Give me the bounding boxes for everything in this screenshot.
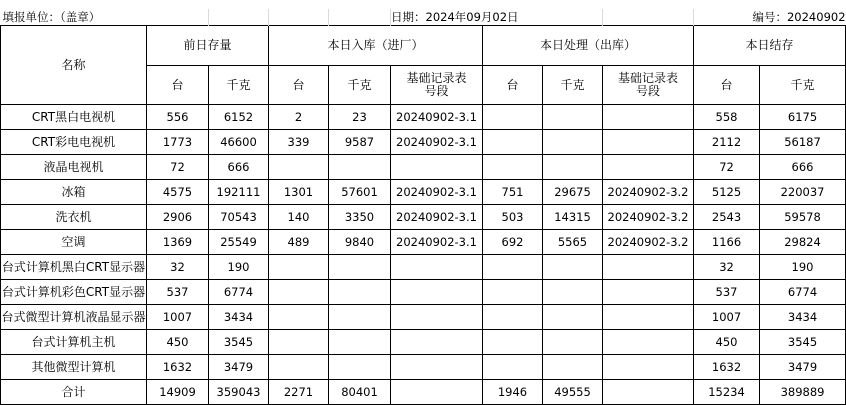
empty-cell[interactable] bbox=[603, 9, 694, 26]
meta-row bbox=[1, 9, 846, 26]
reporting-unit-label[interactable]: 填报单位：（盖章） bbox=[2, 9, 101, 24]
cell-in-record[interactable] bbox=[391, 355, 483, 380]
cell-in-count[interactable] bbox=[269, 280, 329, 305]
table-row bbox=[1, 280, 846, 305]
cell-prev-kg[interactable]: 190 bbox=[209, 255, 269, 280]
cell-in-record[interactable] bbox=[391, 280, 483, 305]
cell-out-record[interactable] bbox=[603, 305, 694, 330]
cell-prev-count[interactable]: 537 bbox=[147, 280, 209, 305]
cell-name[interactable]: 液晶电视机 bbox=[1, 155, 147, 180]
cell-in-record[interactable]: 20240902-3.1 bbox=[391, 105, 483, 130]
cell-out-record[interactable] bbox=[603, 255, 694, 280]
cell-out-count[interactable] bbox=[483, 130, 543, 155]
cell-prev-kg[interactable]: 46600 bbox=[209, 130, 269, 155]
cell-out-kg[interactable] bbox=[543, 355, 603, 380]
cell-out-kg[interactable] bbox=[543, 280, 603, 305]
cell-out-kg[interactable]: 14315 bbox=[543, 205, 603, 230]
cell-in-kg[interactable] bbox=[329, 255, 391, 280]
cell-out-record[interactable] bbox=[603, 105, 694, 130]
cell-out-count[interactable] bbox=[483, 305, 543, 330]
cell-out-record[interactable]: 20240902-3.2 bbox=[603, 205, 694, 230]
cell-end-count[interactable]: 558 bbox=[694, 105, 760, 130]
cell-out-count[interactable] bbox=[483, 355, 543, 380]
cell-end-count[interactable]: 2543 bbox=[694, 205, 760, 230]
cell-out-kg[interactable]: 29675 bbox=[543, 180, 603, 205]
header-prev-stock[interactable]: 前日存量 bbox=[147, 26, 269, 66]
cell-end-count[interactable]: 32 bbox=[694, 255, 760, 280]
header-out-kg[interactable]: 千克 bbox=[543, 66, 603, 105]
cell-out-kg[interactable] bbox=[543, 255, 603, 280]
header-today-end[interactable]: 本日结存 bbox=[694, 26, 846, 66]
cell-in-kg[interactable]: 80401 bbox=[329, 380, 391, 405]
cell-name[interactable]: 冰箱 bbox=[1, 180, 147, 205]
cell-out-kg[interactable] bbox=[543, 155, 603, 180]
cell-prev-kg[interactable]: 192111 bbox=[209, 180, 269, 205]
cell-out-count[interactable] bbox=[483, 280, 543, 305]
header-today-in[interactable]: 本日入库（进厂） bbox=[269, 26, 483, 66]
cell-out-count[interactable]: 1946 bbox=[483, 380, 543, 405]
record-header-line1: 基础记录表 bbox=[406, 71, 467, 85]
cell-in-count[interactable] bbox=[269, 305, 329, 330]
cell-in-record[interactable] bbox=[391, 305, 483, 330]
cell-end-kg[interactable]: 389889 bbox=[760, 380, 846, 405]
cell-in-record[interactable] bbox=[391, 255, 483, 280]
cell-end-count[interactable]: 2112 bbox=[694, 130, 760, 155]
cell-in-count[interactable] bbox=[269, 255, 329, 280]
cell-prev-kg[interactable]: 25549 bbox=[209, 230, 269, 255]
cell-out-count[interactable] bbox=[483, 255, 543, 280]
header-out-record[interactable] bbox=[603, 66, 694, 105]
table-row bbox=[1, 305, 846, 330]
cell-end-count[interactable]: 15234 bbox=[694, 380, 760, 405]
cell-out-count[interactable]: 692 bbox=[483, 230, 543, 255]
cell-prev-kg[interactable]: 359043 bbox=[209, 380, 269, 405]
cell-out-record[interactable] bbox=[603, 380, 694, 405]
cell-name[interactable]: 洗衣机 bbox=[1, 205, 147, 230]
cell-in-kg[interactable] bbox=[329, 330, 391, 355]
table-row bbox=[1, 355, 846, 380]
cell-end-count[interactable]: 1632 bbox=[694, 355, 760, 380]
cell-name[interactable]: 台式计算机主机 bbox=[1, 330, 147, 355]
cell-end-kg[interactable]: 220037 bbox=[760, 180, 846, 205]
cell-out-count[interactable] bbox=[483, 105, 543, 130]
table-row bbox=[1, 255, 846, 280]
cell-end-kg[interactable]: 56187 bbox=[760, 130, 846, 155]
cell-in-count[interactable]: 1301 bbox=[269, 180, 329, 205]
cell-end-kg[interactable]: 6175 bbox=[760, 105, 846, 130]
cell-out-count[interactable]: 503 bbox=[483, 205, 543, 230]
cell-out-count[interactable]: 751 bbox=[483, 180, 543, 205]
cell-out-count[interactable] bbox=[483, 330, 543, 355]
cell-prev-kg[interactable]: 3434 bbox=[209, 305, 269, 330]
cell-end-kg[interactable]: 3545 bbox=[760, 330, 846, 355]
cell-end-kg[interactable]: 3434 bbox=[760, 305, 846, 330]
cell-out-record[interactable] bbox=[603, 130, 694, 155]
cell-name[interactable]: 空调 bbox=[1, 230, 147, 255]
total-row bbox=[1, 380, 846, 405]
cell-end-count[interactable]: 1007 bbox=[694, 305, 760, 330]
cell-prev-count[interactable]: 4575 bbox=[147, 180, 209, 205]
cell-out-kg[interactable] bbox=[543, 330, 603, 355]
header-name[interactable]: 名称 bbox=[1, 26, 147, 105]
cell-in-kg[interactable]: 9587 bbox=[329, 130, 391, 155]
cell-in-record[interactable]: 20240902-3.1 bbox=[391, 180, 483, 205]
cell-out-record[interactable]: 20240902-3.2 bbox=[603, 230, 694, 255]
cell-out-kg[interactable] bbox=[543, 305, 603, 330]
cell-prev-kg[interactable]: 666 bbox=[209, 155, 269, 180]
cell-out-kg[interactable] bbox=[543, 105, 603, 130]
cell-name[interactable]: CRT彩电电视机 bbox=[1, 130, 147, 155]
cell-in-kg[interactable] bbox=[329, 280, 391, 305]
header-in-kg[interactable]: 千克 bbox=[329, 66, 391, 105]
table-row bbox=[1, 155, 846, 180]
cell-out-record[interactable] bbox=[603, 330, 694, 355]
header-today-out[interactable]: 本日处理（出库） bbox=[483, 26, 694, 66]
table-row bbox=[1, 105, 846, 130]
cell-prev-count[interactable]: 1773 bbox=[147, 130, 209, 155]
cell-in-kg[interactable]: 9840 bbox=[329, 230, 391, 255]
cell-prev-kg[interactable]: 6152 bbox=[209, 105, 269, 130]
cell-in-kg[interactable] bbox=[329, 155, 391, 180]
document-number-label[interactable]: 编号：20240902 bbox=[694, 9, 846, 26]
header-in-record[interactable] bbox=[391, 66, 483, 105]
cell-out-kg[interactable] bbox=[543, 130, 603, 155]
table-row bbox=[1, 330, 846, 355]
cell-prev-count[interactable]: 450 bbox=[147, 330, 209, 355]
cell-prev-kg[interactable]: 3479 bbox=[209, 355, 269, 380]
cell-in-count[interactable]: 339 bbox=[269, 130, 329, 155]
date-label[interactable]: 日期：2024年09月02日 bbox=[391, 9, 603, 26]
cell-end-kg[interactable]: 190 bbox=[760, 255, 846, 280]
header-prev-kg[interactable]: 千克 bbox=[209, 66, 269, 105]
cell-in-record[interactable]: 20240902-3.1 bbox=[391, 230, 483, 255]
cell-out-record[interactable]: 20240902-3.2 bbox=[603, 180, 694, 205]
header-end-kg[interactable]: 千克 bbox=[760, 66, 846, 105]
cell-name[interactable]: CRT黑白电视机 bbox=[1, 105, 147, 130]
cell-in-kg[interactable]: 23 bbox=[329, 105, 391, 130]
header-end-count[interactable]: 台 bbox=[694, 66, 760, 105]
empty-cell[interactable] bbox=[329, 9, 391, 26]
cell-in-count[interactable]: 2271 bbox=[269, 380, 329, 405]
table-row bbox=[1, 130, 846, 155]
cell-prev-count[interactable]: 1369 bbox=[147, 230, 209, 255]
record-header-line2: 号段 bbox=[636, 84, 661, 98]
cell-name[interactable]: 台式计算机彩色CRT显示器 bbox=[1, 280, 147, 305]
table-body bbox=[1, 105, 846, 405]
cell-prev-kg[interactable]: 70543 bbox=[209, 205, 269, 230]
cell-in-record[interactable]: 20240902-3.1 bbox=[391, 130, 483, 155]
cell-prev-count[interactable]: 1007 bbox=[147, 305, 209, 330]
cell-end-count[interactable]: 1166 bbox=[694, 230, 760, 255]
header-prev-count[interactable]: 台 bbox=[147, 66, 209, 105]
cell-name[interactable]: 合计 bbox=[1, 380, 147, 405]
cell-prev-count[interactable]: 72 bbox=[147, 155, 209, 180]
cell-end-count[interactable]: 72 bbox=[694, 155, 760, 180]
cell-in-record[interactable] bbox=[391, 380, 483, 405]
cell-out-kg[interactable]: 5565 bbox=[543, 230, 603, 255]
cell-end-count[interactable]: 537 bbox=[694, 280, 760, 305]
cell-name[interactable]: 台式计算机黑白CRT显示器 bbox=[1, 255, 147, 280]
cell-prev-kg[interactable]: 6774 bbox=[209, 280, 269, 305]
cell-prev-count[interactable]: 32 bbox=[147, 255, 209, 280]
cell-in-count[interactable]: 489 bbox=[269, 230, 329, 255]
cell-out-count[interactable] bbox=[483, 155, 543, 180]
cell-in-kg[interactable]: 3350 bbox=[329, 205, 391, 230]
header-out-count[interactable]: 台 bbox=[483, 66, 543, 105]
cell-in-kg[interactable]: 57601 bbox=[329, 180, 391, 205]
cell-in-kg[interactable] bbox=[329, 355, 391, 380]
cell-end-kg[interactable]: 666 bbox=[760, 155, 846, 180]
cell-prev-count[interactable]: 2906 bbox=[147, 205, 209, 230]
empty-cell[interactable] bbox=[209, 9, 269, 26]
cell-in-count[interactable] bbox=[269, 355, 329, 380]
cell-prev-count[interactable]: 14909 bbox=[147, 380, 209, 405]
cell-prev-kg[interactable]: 3545 bbox=[209, 330, 269, 355]
cell-out-record[interactable] bbox=[603, 280, 694, 305]
header-row-1 bbox=[1, 26, 846, 66]
record-header-line1: 基础记录表 bbox=[618, 71, 679, 85]
cell-end-count[interactable]: 450 bbox=[694, 330, 760, 355]
cell-in-count[interactable]: 2 bbox=[269, 105, 329, 130]
table-row bbox=[1, 205, 846, 230]
cell-out-kg[interactable]: 49555 bbox=[543, 380, 603, 405]
cell-in-record[interactable]: 20240902-3.1 bbox=[391, 205, 483, 230]
cell-in-count[interactable] bbox=[269, 155, 329, 180]
cell-in-record[interactable] bbox=[391, 330, 483, 355]
cell-in-count[interactable] bbox=[269, 330, 329, 355]
table-row bbox=[1, 180, 846, 205]
cell-prev-count[interactable]: 556 bbox=[147, 105, 209, 130]
cell-end-kg[interactable]: 6774 bbox=[760, 280, 846, 305]
empty-cell[interactable] bbox=[269, 9, 329, 26]
cell-end-count[interactable]: 5125 bbox=[694, 180, 760, 205]
cell-end-kg[interactable]: 3479 bbox=[760, 355, 846, 380]
cell-in-kg[interactable] bbox=[329, 305, 391, 330]
cell-name[interactable]: 台式微型计算机液晶显示器 bbox=[1, 305, 147, 330]
record-header-line2: 号段 bbox=[424, 84, 449, 98]
header-in-count[interactable]: 台 bbox=[269, 66, 329, 105]
cell-name[interactable]: 其他微型计算机 bbox=[1, 355, 147, 380]
cell-end-kg[interactable]: 59578 bbox=[760, 205, 846, 230]
cell-in-count[interactable]: 140 bbox=[269, 205, 329, 230]
cell-end-kg[interactable]: 29824 bbox=[760, 230, 846, 255]
cell-in-record[interactable] bbox=[391, 155, 483, 180]
cell-prev-count[interactable]: 1632 bbox=[147, 355, 209, 380]
cell-out-record[interactable] bbox=[603, 155, 694, 180]
cell-out-record[interactable] bbox=[603, 355, 694, 380]
inventory-table bbox=[0, 9, 846, 405]
table-row bbox=[1, 230, 846, 255]
